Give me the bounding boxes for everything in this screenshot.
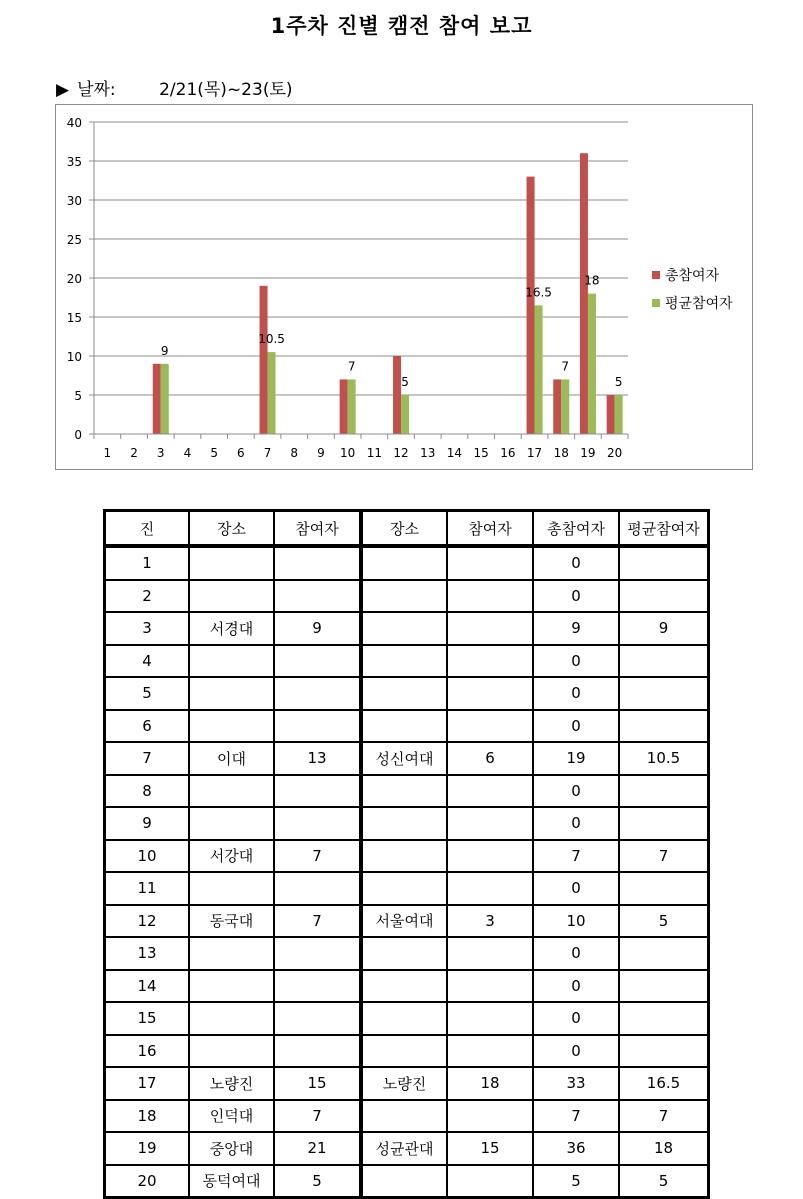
- x-tick-label: 20: [607, 446, 623, 460]
- table-cell: 9: [533, 612, 619, 645]
- bar-average: [561, 379, 569, 434]
- x-tick-label: 4: [183, 446, 192, 460]
- x-tick-label: 12: [393, 446, 409, 460]
- data-label: 10.5: [258, 332, 285, 347]
- date-label: 날짜:: [77, 80, 116, 100]
- table-cell: [189, 580, 274, 613]
- table-header-row: [105, 511, 708, 547]
- table-cell: 18: [105, 1100, 189, 1133]
- table-cell: 7: [619, 840, 708, 873]
- table-cell: 서강대: [189, 840, 274, 873]
- bar-total: [553, 379, 561, 434]
- table-cell: 18: [619, 1132, 708, 1165]
- table-cell: [274, 1035, 362, 1068]
- table-header-cell: 총참여자: [533, 511, 619, 547]
- table-cell: [274, 547, 362, 580]
- table-cell: 0: [533, 775, 619, 808]
- table-row: [105, 1165, 708, 1198]
- table-cell: 13: [105, 937, 189, 970]
- table-cell: 16: [105, 1035, 189, 1068]
- table-row: [105, 547, 708, 580]
- table-cell: [447, 1035, 533, 1068]
- table-cell: 0: [533, 645, 619, 678]
- table-row: [105, 905, 708, 938]
- table-cell: [274, 645, 362, 678]
- table-cell: [362, 1165, 447, 1198]
- x-tick-label: 18: [553, 446, 569, 460]
- data-label: 5: [614, 375, 623, 389]
- table-row: [105, 677, 708, 710]
- table-cell: [362, 1035, 447, 1068]
- table-cell: [619, 645, 708, 678]
- y-tick-label: 25: [66, 233, 82, 247]
- table-row: [105, 710, 708, 743]
- table-cell: [189, 807, 274, 840]
- table-row: [105, 807, 708, 840]
- table-cell: 0: [533, 677, 619, 710]
- table-header-cell: 참여자: [447, 511, 533, 547]
- x-tick-label: 2: [130, 446, 138, 460]
- bar-average: [348, 379, 356, 434]
- table-cell: [189, 775, 274, 808]
- table-cell: 14: [105, 970, 189, 1003]
- x-tick-label: 17: [526, 446, 543, 460]
- table-cell: 서경대: [189, 612, 274, 645]
- table-cell: 중앙대: [189, 1132, 274, 1165]
- table-cell: [189, 710, 274, 743]
- bar-average: [268, 352, 276, 434]
- table-cell: [619, 1035, 708, 1068]
- table-row: [105, 580, 708, 613]
- bar-total: [607, 395, 615, 434]
- table-cell: 이대: [189, 742, 274, 775]
- table-cell: 10: [533, 905, 619, 938]
- table-cell: [362, 1100, 447, 1133]
- table-row: [105, 937, 708, 970]
- x-tick-label: 8: [290, 446, 299, 460]
- table-cell: 10: [105, 840, 189, 873]
- table-row: [105, 1100, 708, 1133]
- date-line: [56, 75, 293, 100]
- table-cell: 5: [274, 1165, 362, 1198]
- table-cell: [619, 970, 708, 1003]
- table-cell: [619, 1002, 708, 1035]
- table-cell: [189, 970, 274, 1003]
- table-cell: [619, 580, 708, 613]
- data-label: 7: [561, 359, 570, 374]
- table-cell: 노량진: [362, 1067, 447, 1100]
- table-cell: 7: [105, 742, 189, 775]
- table-cell: [447, 710, 533, 743]
- y-tick-label: 10: [66, 350, 82, 364]
- table-cell: [447, 807, 533, 840]
- table-cell: [447, 1100, 533, 1133]
- table-header-cell: 장소: [189, 511, 274, 547]
- x-tick-label: 15: [473, 446, 489, 460]
- bar-average: [588, 294, 596, 434]
- table-cell: 6: [447, 742, 533, 775]
- table-cell: [274, 1002, 362, 1035]
- x-tick-label: 7: [263, 446, 272, 460]
- x-tick-label: 1: [103, 446, 112, 460]
- table-cell: 18: [447, 1067, 533, 1100]
- table-cell: 노량진: [189, 1067, 274, 1100]
- table-row: [105, 1132, 708, 1165]
- table-cell: 0: [533, 710, 619, 743]
- table-cell: [447, 840, 533, 873]
- table-cell: 동덕여대: [189, 1165, 274, 1198]
- table-cell: 16.5: [619, 1067, 708, 1100]
- table-cell: [362, 547, 447, 580]
- table-cell: 5: [533, 1165, 619, 1198]
- table-cell: 9: [619, 612, 708, 645]
- table-cell: 17: [105, 1067, 189, 1100]
- x-tick-label: 10: [340, 446, 356, 460]
- table-cell: [447, 677, 533, 710]
- legend-swatch-total: [652, 271, 660, 279]
- table-cell: 0: [533, 1002, 619, 1035]
- table-cell: 1: [105, 547, 189, 580]
- table-cell: [447, 970, 533, 1003]
- table-cell: 0: [533, 872, 619, 905]
- x-tick-label: 13: [420, 446, 436, 460]
- y-tick-label: 30: [66, 194, 82, 208]
- table-cell: 7: [274, 1100, 362, 1133]
- x-tick-label: 3: [156, 446, 165, 460]
- table-header-cell: 진: [105, 511, 189, 547]
- table-cell: [362, 775, 447, 808]
- table-cell: 11: [105, 872, 189, 905]
- table-cell: 15: [274, 1067, 362, 1100]
- bar-total: [393, 356, 401, 434]
- table-cell: 9: [105, 807, 189, 840]
- table-row: [105, 742, 708, 775]
- table-row: [105, 612, 708, 645]
- table-cell: 12: [105, 905, 189, 938]
- table-row: [105, 840, 708, 873]
- table-cell: [362, 937, 447, 970]
- table-cell: 7: [619, 1100, 708, 1133]
- table-cell: 15: [447, 1132, 533, 1165]
- bar-average: [535, 305, 543, 434]
- table-cell: [274, 710, 362, 743]
- table-cell: [274, 872, 362, 905]
- table-cell: [274, 775, 362, 808]
- y-tick-label: 40: [66, 116, 82, 130]
- table-cell: [189, 937, 274, 970]
- x-tick-label: 9: [317, 446, 325, 460]
- bar-total: [340, 379, 348, 434]
- y-tick-label: 15: [66, 311, 82, 325]
- table-cell: 인덕대: [189, 1100, 274, 1133]
- table-cell: 9: [274, 612, 362, 645]
- table-cell: 3: [447, 905, 533, 938]
- table-cell: 36: [533, 1132, 619, 1165]
- y-tick-label: 5: [74, 389, 82, 403]
- table-cell: [447, 1002, 533, 1035]
- table-cell: [447, 937, 533, 970]
- table-cell: [619, 775, 708, 808]
- table-cell: [189, 677, 274, 710]
- bar-total: [153, 364, 161, 434]
- table-cell: [274, 677, 362, 710]
- table-cell: [274, 580, 362, 613]
- table-header-cell: 평균참여자: [619, 511, 708, 547]
- table-cell: 21: [274, 1132, 362, 1165]
- date-value: 2/21(목)~23(토): [159, 80, 293, 100]
- legend-swatch-average: [652, 299, 660, 307]
- table-cell: [619, 937, 708, 970]
- data-label: 7: [347, 359, 356, 374]
- chart-legend: [652, 265, 733, 321]
- table-cell: [274, 937, 362, 970]
- table-cell: [189, 872, 274, 905]
- table-cell: [619, 677, 708, 710]
- table-row: [105, 1002, 708, 1035]
- table-cell: [362, 1002, 447, 1035]
- table-cell: [619, 710, 708, 743]
- y-tick-label: 0: [74, 428, 82, 442]
- chart-plot: [56, 105, 754, 471]
- legend-label-total: 총참여자: [665, 268, 720, 284]
- x-tick-label: 11: [366, 446, 382, 460]
- table-cell: [619, 807, 708, 840]
- table-cell: [447, 547, 533, 580]
- table-cell: [362, 580, 447, 613]
- table-header-cell: 장소: [362, 511, 447, 547]
- table-cell: [362, 645, 447, 678]
- table-row: [105, 1067, 708, 1100]
- table-row: [105, 775, 708, 808]
- legend-label-average: 평균참여자: [665, 296, 733, 312]
- data-label: 18: [584, 273, 600, 288]
- table-cell: [362, 872, 447, 905]
- table-cell: [619, 547, 708, 580]
- table-cell: 5: [619, 1165, 708, 1198]
- table-cell: [447, 775, 533, 808]
- table-cell: 0: [533, 807, 619, 840]
- table-cell: 6: [105, 710, 189, 743]
- page-title: 1주차 진별 캠전 참여 보고: [270, 14, 533, 38]
- participation-table: [103, 509, 710, 1199]
- data-label: 16.5: [525, 285, 552, 300]
- table-cell: 19: [105, 1132, 189, 1165]
- table-cell: [189, 1035, 274, 1068]
- table-cell: 성신여대: [362, 742, 447, 775]
- table-cell: 7: [274, 840, 362, 873]
- table-cell: 5: [619, 905, 708, 938]
- table-cell: 0: [533, 580, 619, 613]
- triangle-right-icon: ▶: [56, 80, 70, 100]
- table-cell: 8: [105, 775, 189, 808]
- table-cell: 5: [105, 677, 189, 710]
- table-cell: [362, 840, 447, 873]
- table-cell: 성균관대: [362, 1132, 447, 1165]
- table-cell: 7: [533, 840, 619, 873]
- table-cell: [189, 547, 274, 580]
- table-cell: [274, 807, 362, 840]
- x-tick-label: 14: [446, 446, 463, 460]
- table-cell: [189, 645, 274, 678]
- table-cell: [362, 807, 447, 840]
- bar-chart: [55, 104, 753, 470]
- table-cell: [274, 970, 362, 1003]
- table-cell: 20: [105, 1165, 189, 1198]
- table-row: [105, 1035, 708, 1068]
- legend-item-average: [652, 293, 733, 313]
- table-row: [105, 645, 708, 678]
- table-cell: 13: [274, 742, 362, 775]
- table-cell: [447, 872, 533, 905]
- table-cell: 7: [533, 1100, 619, 1133]
- legend-item-total: [652, 265, 733, 285]
- table-row: [105, 970, 708, 1003]
- table-cell: 2: [105, 580, 189, 613]
- x-tick-label: 6: [237, 446, 245, 460]
- table-cell: 10.5: [619, 742, 708, 775]
- table-cell: 0: [533, 1035, 619, 1068]
- x-tick-label: 5: [210, 446, 218, 460]
- table-row: [105, 872, 708, 905]
- table-cell: [189, 1002, 274, 1035]
- table-cell: 7: [274, 905, 362, 938]
- bar-average: [615, 395, 623, 434]
- table-cell: 동국대: [189, 905, 274, 938]
- data-label: 5: [401, 375, 409, 389]
- table-cell: [619, 872, 708, 905]
- x-tick-label: 16: [500, 446, 516, 460]
- table-cell: [362, 710, 447, 743]
- table-cell: 0: [533, 937, 619, 970]
- y-tick-label: 20: [66, 272, 82, 286]
- bar-average: [401, 395, 409, 434]
- table-cell: [447, 612, 533, 645]
- bar-total: [260, 286, 268, 434]
- table-cell: 서울여대: [362, 905, 447, 938]
- table-cell: [447, 580, 533, 613]
- table-cell: [447, 645, 533, 678]
- table-cell: 0: [533, 970, 619, 1003]
- table-cell: 19: [533, 742, 619, 775]
- table-cell: 0: [533, 547, 619, 580]
- data-label: 9: [160, 343, 169, 358]
- table-cell: 33: [533, 1067, 619, 1100]
- table-cell: [362, 970, 447, 1003]
- bar-total: [527, 177, 535, 434]
- table-header-cell: 참여자: [274, 511, 362, 547]
- table-cell: 3: [105, 612, 189, 645]
- table-cell: [362, 612, 447, 645]
- table-cell: 15: [105, 1002, 189, 1035]
- bar-total: [580, 153, 588, 434]
- table-cell: 4: [105, 645, 189, 678]
- x-tick-label: 19: [580, 446, 596, 460]
- table-cell: [447, 1165, 533, 1198]
- table-cell: [362, 677, 447, 710]
- bar-average: [161, 364, 169, 434]
- y-tick-label: 35: [66, 155, 82, 169]
